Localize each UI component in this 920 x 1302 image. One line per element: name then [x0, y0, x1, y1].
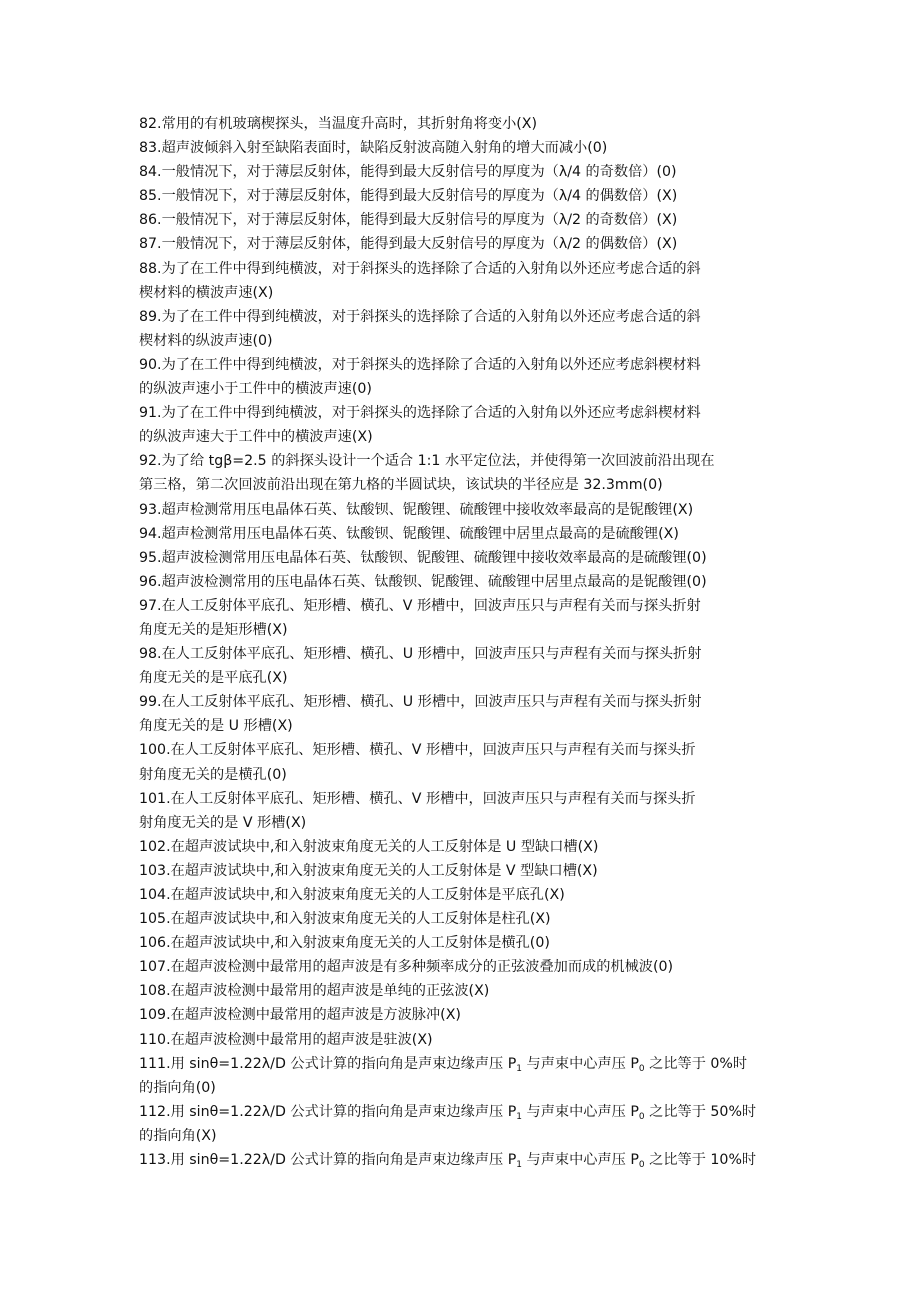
text-line: 射角度无关的是 V 形槽(X) — [139, 814, 307, 831]
text-line: 92.为了给 tgβ=2.5 的斜探头设计一个适合 1:1 水平定位法，并使得第一次回波前沿出现在 — [139, 453, 715, 470]
question-111-line-1 — [139, 1052, 819, 1076]
text-line: 107.在超声波检测中最常用的超声波是有多种频率成分的正弦波叠加而成的机械波(0) — [139, 959, 674, 976]
text-line: 102.在超声波试块中,和入射波束角度无关的人工反射体是 U 型缺口槽(X) — [139, 838, 599, 855]
text-line: 98.在人工反射体平底孔、矩形槽、横孔、U 形槽中，回波声压只与声程有关而与探头折射 — [139, 646, 702, 663]
q111-text-b: 与声束中心声压 P — [522, 1055, 639, 1072]
text-line: 93.超声检测常用压电晶体石英、钛酸钡、铌酸锂、硫酸锂中接收效率最高的是铌酸锂(X) — [139, 501, 694, 518]
q112-text-a: 112.用 sinθ=1.22λ/D 公式计算的指向角是声束边缘声压 P — [139, 1103, 517, 1120]
text-line: 角度无关的是矩形槽(X) — [139, 621, 288, 638]
question-113-line-1 — [139, 1148, 819, 1172]
text-line: 楔材料的横波声速(X) — [139, 284, 274, 301]
text-line: 83.超声波倾斜入射至缺陷表面时，缺陷反射波高随入射角的增大而减小(0) — [139, 140, 608, 157]
q111-text-a: 111.用 sinθ=1.22λ/D 公式计算的指向角是声束边缘声压 P — [139, 1055, 517, 1072]
text-line: 99.在人工反射体平底孔、矩形槽、横孔、U 形槽中，回波声压只与声程有关而与探头折射 — [139, 694, 702, 711]
q111-text-c: 之比等于 0%时 — [644, 1055, 748, 1072]
q113-text-a: 113.用 sinθ=1.22λ/D 公式计算的指向角是声束边缘声压 P — [139, 1152, 517, 1169]
text-line: 106.在超声波试块中,和入射波束角度无关的人工反射体是横孔(0) — [139, 935, 550, 952]
text-line: 110.在超声波检测中最常用的超声波是驻波(X) — [139, 1031, 433, 1048]
text-line: 第三格，第二次回波前沿出现在第九格的半圆试块，该试块的半径应是 32.3mm(0) — [139, 477, 663, 494]
text-line: 84.一般情况下，对于薄层反射体，能得到最大反射信号的厚度为（λ/4 的奇数倍）(0) — [139, 164, 677, 181]
question-112-line-2: 的指向角(X) — [139, 1127, 217, 1144]
text-line: 94.超声检测常用压电晶体石英、钛酸钡、铌酸锂、硫酸锂中居里点最高的是硫酸锂(X) — [139, 525, 679, 542]
q113-subscript-1: 1 — [516, 1160, 522, 1171]
q112-text-c: 之比等于 50%时 — [644, 1103, 757, 1120]
question-112-line-1 — [139, 1100, 819, 1124]
text-line: 角度无关的是平底孔(X) — [139, 670, 288, 687]
q113-subscript-0: 0 — [638, 1160, 645, 1171]
text-line: 82.常用的有机玻璃楔探头，当温度升高时，其折射角将变小(X) — [139, 116, 538, 132]
text-line: 楔材料的纵波声速(0) — [139, 332, 273, 349]
text-line: 96.超声波检测常用的压电晶体石英、钛酸钡、铌酸锂、硫酸锂中居里点最高的是铌酸锂(0) — [139, 573, 707, 590]
question-111-line-2: 的指向角(0) — [139, 1079, 216, 1096]
q112-subscript-0: 0 — [638, 1111, 645, 1122]
q112-text-b: 与声束中心声压 P — [522, 1103, 639, 1120]
text-line: 108.在超声波检测中最常用的超声波是单纯的正弦波(X) — [139, 983, 490, 1000]
text-line: 85.一般情况下，对于薄层反射体，能得到最大反射信号的厚度为（λ/4 的偶数倍）(X) — [139, 188, 678, 205]
text-line: 97.在人工反射体平底孔、矩形槽、横孔、V 形槽中，回波声压只与声程有关而与探头折射 — [139, 597, 701, 614]
q112-subscript-1: 1 — [516, 1111, 522, 1122]
text-line: 109.在超声波检测中最常用的超声波是方波脉冲(X) — [139, 1007, 461, 1024]
document-page — [139, 112, 819, 1172]
q113-text-c: 之比等于 10%时 — [644, 1152, 757, 1169]
text-line: 86.一般情况下，对于薄层反射体，能得到最大反射信号的厚度为（λ/2 的奇数倍）(X) — [139, 212, 678, 229]
text-line: 90.为了在工件中得到纯横波，对于斜探头的选择除了合适的入射角以外还应考虑斜楔材料 — [139, 356, 701, 373]
text-line: 100.在人工反射体平底孔、矩形槽、横孔、V 形槽中，回波声压只与声程有关而与探头折 — [139, 742, 696, 759]
text-line: 105.在超声波试块中,和入射波束角度无关的人工反射体是柱孔(X) — [139, 911, 551, 928]
text-line: 89.为了在工件中得到纯横波，对于斜探头的选择除了合适的入射角以外还应考虑合适的斜 — [139, 308, 701, 325]
text-line: 103.在超声波试块中,和入射波束角度无关的人工反射体是 V 型缺口槽(X) — [139, 862, 598, 879]
text-line: 101.在人工反射体平底孔、矩形槽、横孔、V 形槽中，回波声压只与声程有关而与探头折 — [139, 790, 696, 807]
q113-text-b: 与声束中心声压 P — [522, 1152, 639, 1169]
text-line: 的纵波声速小于工件中的横波声速(0) — [139, 381, 372, 398]
text-line: 射角度无关的是横孔(0) — [139, 766, 287, 783]
text-line: 104.在超声波试块中,和入射波束角度无关的人工反射体是平底孔(X) — [139, 887, 565, 903]
text-line: 87.一般情况下，对于薄层反射体，能得到最大反射信号的厚度为（λ/2 的偶数倍）(X) — [139, 236, 678, 253]
q111-subscript-1: 1 — [516, 1063, 522, 1074]
q111-subscript-0: 0 — [638, 1063, 645, 1074]
text-line: 的纵波声速大于工件中的横波声速(X) — [139, 429, 373, 446]
text-line: 95.超声波检测常用压电晶体石英、钛酸钡、铌酸锂、硫酸锂中接收效率最高的是硫酸锂(0) — [139, 549, 707, 566]
text-line: 88.为了在工件中得到纯横波，对于斜探头的选择除了合适的入射角以外还应考虑合适的斜 — [139, 260, 701, 277]
text-line: 角度无关的是 U 形槽(X) — [139, 718, 293, 735]
text-line: 91.为了在工件中得到纯横波，对于斜探头的选择除了合适的入射角以外还应考虑斜楔材料 — [139, 405, 701, 422]
